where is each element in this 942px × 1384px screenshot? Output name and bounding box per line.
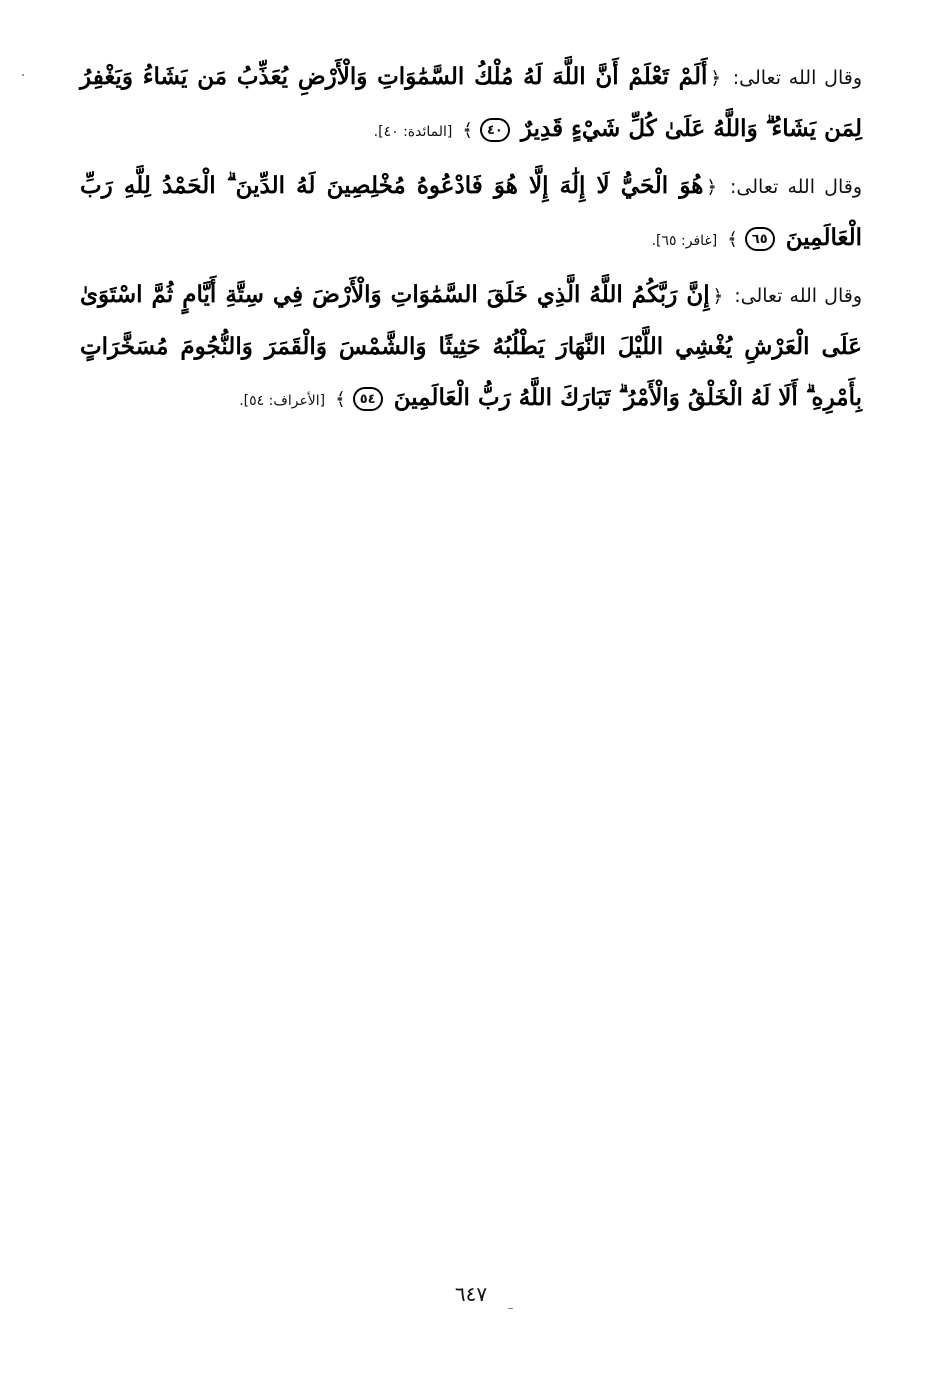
ayah-number-marker: ٤٠ — [480, 118, 510, 142]
ayah-number-marker: ٥٤ — [353, 387, 383, 411]
scan-speck — [508, 1308, 513, 1309]
quran-verse-text: أَلَمْ تَعْلَمْ أَنَّ اللَّهَ لَهُ مُلْكُ السَّمَٰوَاتِ وَالْأَرْضِ يُعَذِّبُ مَن يَشَاءُ وَيَغْفِرُ لِمَن يَشَاءُ ۗ وَاللَّهُ عَلَىٰ كُلِّ شَيْءٍ قَدِيرٌ — [80, 63, 862, 142]
verse-open-bracket: ﴿ — [706, 177, 717, 198]
ayah-number-marker: ٦٥ — [745, 227, 775, 251]
intro-text: وقال الله تعالى: — [730, 176, 863, 198]
verse-close-bracket: ﴾ — [727, 229, 738, 250]
verse-paragraph-3 — [80, 270, 862, 426]
page-body — [80, 52, 862, 430]
verse-paragraph-1 — [80, 52, 862, 157]
quran-verse-text: إِنَّ رَبَّكُمُ اللَّهُ الَّذِي خَلَقَ السَّمَٰوَاتِ وَالْأَرْضَ فِي سِتَّةِ أَيَّامٍ ثُمَّ اسْتَوَىٰ عَلَى الْعَرْشِ يُغْشِي اللَّيْلَ النَّهَارَ يَطْلُبُهُ حَثِيثًا وَالشَّمْسَ وَالْقَمَرَ وَالنُّجُومَ مُسَخَّرَاتٍ بِأَمْرِهِ ۗ أَلَا لَهُ الْخَلْقُ وَالْأَمْرُ ۗ تَبَارَكَ اللَّهُ رَبُّ الْعَالَمِينَ — [80, 281, 862, 411]
verse-open-bracket: ﴿ — [712, 286, 724, 307]
verse-close-bracket: ﴾ — [462, 120, 473, 141]
surah-reference: [المائدة: ٤٠]. — [373, 124, 453, 140]
surah-reference: [غافر: ٦٥]. — [651, 233, 718, 249]
verse-paragraph-2 — [80, 161, 862, 266]
page-number: ٦٤٧ — [454, 1282, 488, 1306]
verse-open-bracket: ﴿ — [710, 68, 721, 89]
quran-verse-text: هُوَ الْحَيُّ لَا إِلَٰهَ إِلَّا هُوَ فَادْعُوهُ مُخْلِصِينَ لَهُ الدِّينَ ۗ الْحَمْدُ لِلَّهِ رَبِّ الْعَالَمِينَ — [80, 172, 862, 251]
verse-close-bracket: ﴾ — [335, 389, 346, 410]
surah-reference: [الأعراف: ٥٤]. — [239, 393, 326, 409]
scan-speck — [22, 74, 24, 76]
intro-text: وقال الله تعالى: — [732, 67, 863, 89]
intro-text: وقال الله تعالى: — [734, 285, 863, 307]
